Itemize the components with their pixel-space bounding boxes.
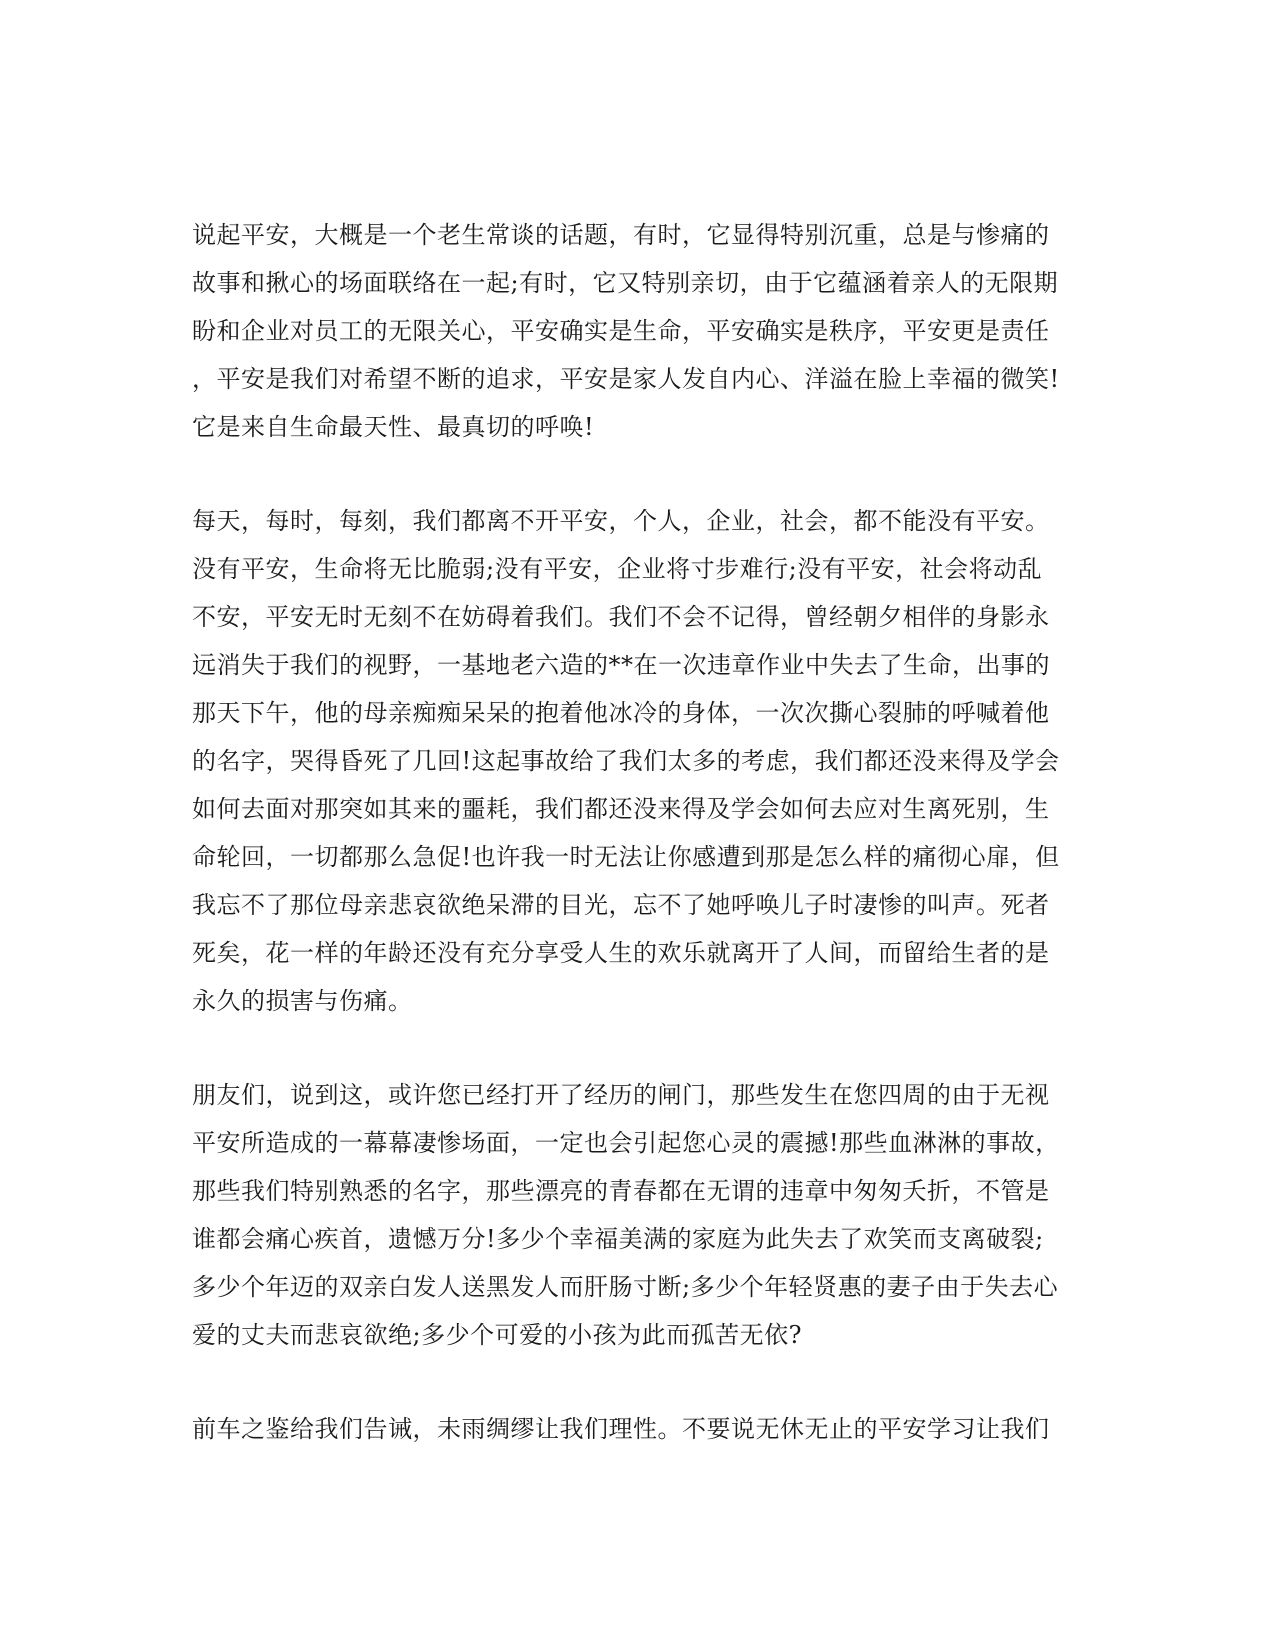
text-line: 死矣，花一样的年龄还没有充分享受人生的欢乐就离开了人间，而留给生者的是 xyxy=(192,939,1050,967)
document-body xyxy=(192,211,1092,1499)
text-line: 平安所造成的一幕幕凄惨场面，一定也会引起您心灵的震撼!那些血淋淋的事故， xyxy=(192,1129,1060,1157)
text-line: 谁都会痛心疾首，遗憾万分!多少个幸福美满的家庭为此失去了欢笑而支离破裂; xyxy=(192,1225,1044,1253)
text-line: 没有平安，生命将无比脆弱;没有平安，企业将寸步难行;没有平安，社会将动乱 xyxy=(192,555,1043,583)
text-line: 说起平安，大概是一个老生常谈的话题，有时，它显得特别沉重，总是与惨痛的 xyxy=(192,221,1050,249)
text-line: 故事和揪心的场面联络在一起;有时，它又特别亲切，由于它蕴涵着亲人的无限期 xyxy=(192,269,1059,297)
paragraph-1 xyxy=(192,211,1092,451)
text-line: 那天下午，他的母亲痴痴呆呆的抱着他冰冷的身体，一次次撕心裂肺的呼喊着他 xyxy=(192,699,1050,727)
text-line: 永久的损害与伤痛。 xyxy=(192,987,413,1015)
text-line: 它是来自生命最天性、最真切的呼唤! xyxy=(192,413,595,441)
text-line: 命轮回，一切都那么急促!也许我一时无法让你感遭到那是怎么样的痛彻心扉，但 xyxy=(192,843,1060,871)
text-line: 前车之鉴给我们告诫，未雨绸缪让我们理性。不要说无休无止的平安学习让我们 xyxy=(192,1415,1050,1443)
text-line: 的名字，哭得昏死了几回!这起事故给了我们太多的考虑，我们都还没来得及学会 xyxy=(192,747,1060,775)
text-line: 远消失于我们的视野，一基地老六造的**在一次违章作业中失去了生命，出事的 xyxy=(192,651,1050,679)
paragraph-2 xyxy=(192,497,1092,1025)
paragraph-4 xyxy=(192,1405,1092,1453)
text-line: 朋友们，说到这，或许您已经打开了经历的闸门，那些发生在您四周的由于无视 xyxy=(192,1081,1050,1109)
text-line: ，平安是我们对希望不断的追求，平安是家人发自内心、洋溢在脸上幸福的微笑! xyxy=(192,365,1060,393)
text-line: 盼和企业对员工的无限关心，平安确实是生命，平安确实是秩序，平安更是责任 xyxy=(192,317,1050,345)
text-line: 爱的丈夫而悲哀欲绝;多少个可爱的小孩为此而孤苦无依? xyxy=(192,1321,802,1349)
text-line: 不安，平安无时无刻不在妨碍着我们。我们不会不记得，曾经朝夕相伴的身影永 xyxy=(192,603,1050,631)
paragraph-3 xyxy=(192,1071,1092,1359)
text-line: 如何去面对那突如其来的噩耗，我们都还没来得及学会如何去应对生离死别，生 xyxy=(192,795,1050,823)
text-line: 每天，每时，每刻，我们都离不开平安，个人，企业，社会，都不能没有平安。 xyxy=(192,507,1050,535)
text-line: 多少个年迈的双亲白发人送黑发人而肝肠寸断;多少个年轻贤惠的妻子由于失去心 xyxy=(192,1273,1059,1301)
text-line: 那些我们特别熟悉的名字，那些漂亮的青春都在无谓的违章中匆匆夭折，不管是 xyxy=(192,1177,1050,1205)
text-line: 我忘不了那位母亲悲哀欲绝呆滞的目光，忘不了她呼唤儿子时凄惨的叫声。死者 xyxy=(192,891,1050,919)
